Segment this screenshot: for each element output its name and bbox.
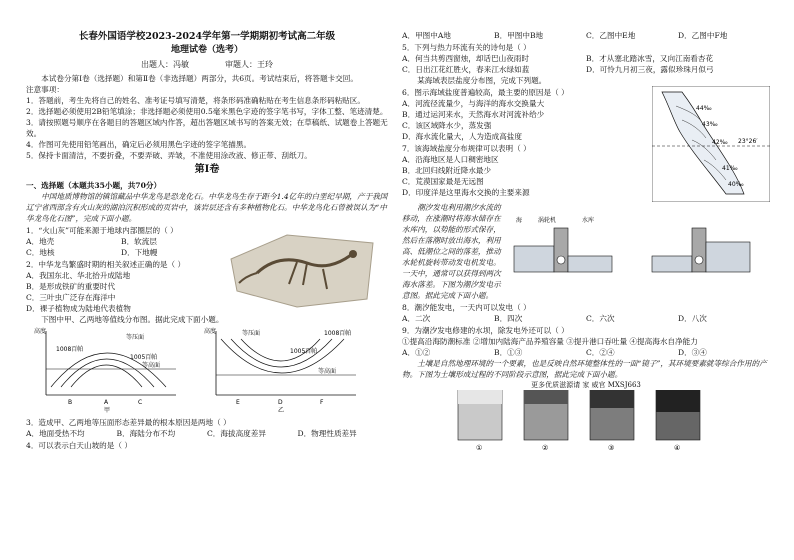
option[interactable]: A．二次 (402, 314, 431, 323)
option[interactable]: C．乙图中E地 (586, 31, 636, 40)
option[interactable]: B．软流层 (121, 236, 157, 246)
q9-options (402, 347, 770, 358)
diagram-label: 1005百帕 (290, 347, 318, 355)
diagram-caption: 甲 (104, 406, 111, 413)
q4-options (402, 30, 770, 41)
isobar-diagram (26, 325, 388, 413)
intro-text: 本试卷分第Ⅰ卷（选择题）和第Ⅱ卷（非选择题）两部分，共6页。考试结束后，将答题卡交回。 (41, 74, 358, 84)
note-2: 2．选择题必须使用2B铅笔填涂；非选择题必须使用0.5毫米黑色字迹的签字笔书写，字体工整、笔迹清楚。 (26, 107, 388, 117)
option[interactable]: A．河流径流量少，与海洋的海水交换量大 (402, 99, 545, 108)
option[interactable]: A．何当共剪西窗烛，却话巴山夜雨时 (402, 54, 529, 63)
q1-q2-block (26, 224, 388, 314)
option[interactable]: A．①② (402, 348, 431, 357)
tick-label: E (236, 398, 240, 406)
option[interactable]: D．海水流化量大，人为造成高盐度 (402, 132, 522, 141)
soil-label: ③ (608, 444, 615, 453)
option[interactable]: B．通过运河来水，天然海水对河流补给少 (402, 110, 545, 119)
passage-4: 潮汐发电利用潮汐水流的移动，在涨潮时将海水储存在水库内，以势能的形式保存，然后在落潮时放出海水，利用高、低潮位之间的落差，推动水轮机旋转带动发电机发电。一天中，通常可以获得到两次海水落差。下图为潮汐发电示意图。据此完成下面小题。 (402, 203, 501, 300)
tick-label: B (68, 398, 73, 406)
tide-label: 涡轮机 (538, 217, 557, 224)
option[interactable]: A．我国东北、华北抬升成陆地 (26, 270, 131, 280)
q8-options (402, 313, 770, 324)
q3-stem: 3．造成甲、乙两地等压面形态差异最的根本原因是两地（ ） (26, 417, 231, 427)
tide-block (402, 202, 770, 301)
map-label: 40‰ (728, 181, 744, 188)
exam-subtitle: 地理试卷（选考） (170, 44, 243, 55)
volume-heading: 第Ⅰ卷 (194, 164, 220, 176)
soil-stage-2 (524, 390, 568, 452)
diagram-jia (34, 327, 176, 413)
q1-stem: 1．“火山灰”可能来源于地球内部圈层的（ ） (26, 225, 178, 235)
diagram-label: 等高面 (142, 361, 161, 369)
option[interactable]: D．可怜九月初三夜，露似珍珠月似弓 (586, 65, 714, 74)
note-1: 1．答题前，考生先将自己的姓名、准考证号填写清楚，将条形码准确粘贴在考生信息条形码粘贴区。 (26, 96, 365, 106)
map-label: 43‰ (702, 121, 718, 128)
watermark-text: 更多优质滋源请 家 威官 MXSJ663 (531, 381, 641, 389)
salinity-map (652, 86, 770, 202)
note-5: 5．保持卡面清洁，不要折叠，不要弄破、弄皱，不准使用涂改液、修正带、刮纸刀。 (26, 151, 312, 161)
option[interactable]: B．是形成铁矿的重要时代 (26, 281, 116, 291)
soil-label: ④ (674, 444, 681, 453)
diagram-label: 1008百帕 (56, 345, 84, 353)
option[interactable]: C．六次 (586, 314, 615, 323)
author: 出题人：冯敏 (141, 59, 189, 69)
option[interactable]: D．物理性质差异 (297, 428, 357, 438)
note-3: 3．请按照题号顺序在各题目的答题区域内作答，超出答题区域书写的答案无效；在草稿纸、试题卷上答题无效。 (26, 118, 388, 139)
option[interactable]: D．裸子植物成为陆地代表植物 (26, 303, 131, 313)
passage-3: 某海域表层盐度分布图，完成下列题。 (417, 76, 547, 85)
passage-1: 中国地质博物馆的镇馆藏品中华龙鸟是恐龙化石。中华龙鸟生存于距今1.4亿年的白垩纪早期，产于我国辽宁省西部含有火山灰的湖泊沉积形成的页岩中，该岩层还含有多种植物化石。中华龙鸟化石曾被误认为“中华龙鸟化石图”，完成下面小题。 (26, 191, 388, 223)
diagram-label: 等压面 (242, 329, 261, 337)
diagram-label: 1005百帕 (130, 353, 158, 361)
option[interactable]: D．印度洋是这里海水交换的主要来源 (402, 188, 530, 197)
q6-q7-block (402, 86, 770, 202)
axis-label: 高度 (204, 327, 217, 335)
tick-label: F (320, 398, 324, 406)
tide-diagram (502, 202, 762, 282)
soil-stage-3 (590, 390, 634, 452)
fossil-image (216, 224, 388, 314)
diagram-label: 等压面 (126, 333, 145, 341)
authors-line (26, 59, 388, 71)
diagram-yi (204, 327, 356, 413)
q1-options (26, 236, 216, 258)
section-heading: 一、选择题（本题共35小题，共70分） (26, 180, 162, 190)
option[interactable]: C．日出江花红胜火，春来江水绿如蓝 (402, 65, 530, 74)
q5-stem: 5．下列与热力环流有关的诗句是（ ） (402, 43, 531, 52)
q6-q7-text (402, 86, 652, 202)
map-label: 42‰ (712, 139, 728, 146)
option[interactable]: A．沿海地区是人口稠密地区 (402, 155, 499, 164)
q7-stem: 7．该海域盐度分布规律可以表明（ ） (402, 144, 531, 153)
exam-title: 长春外国语学校2023-2024学年第一学期期初考试高二年级 (78, 31, 336, 42)
reviewer: 审题人：王玲 (225, 59, 273, 69)
option[interactable]: C．该区域降水少，蒸发强 (402, 121, 492, 130)
diagram-caption: 乙 (278, 406, 285, 413)
option[interactable]: C．②④ (586, 348, 615, 357)
notes-title: 注意事项： (26, 85, 64, 95)
q9-stem: 9．为潮汐发电修建的水坝，除发电外还可以（ ） (402, 326, 569, 335)
option[interactable]: C．海拔高度差异 (207, 428, 266, 438)
axis-label: 高度 (34, 327, 47, 335)
option[interactable]: A．地壳 (26, 236, 55, 246)
tide-label: 海 (516, 217, 523, 224)
passage-5: 土壤是自然地理环境的一个要素，也是反映自然环境整体性的一面“镜子”，其环境要素就等综合作用的产物。下图为土壤形成过程的不同阶段示意图，据此完成下面小题。 (402, 359, 767, 379)
option[interactable]: B．北回归线附近降水最少 (402, 166, 492, 175)
q3-options (26, 428, 388, 439)
diagram-label: 1008百帕 (324, 329, 352, 337)
soil-stage-4 (656, 390, 700, 452)
tick-label: A (104, 398, 109, 406)
option[interactable]: D．乙图中F地 (678, 31, 728, 40)
q1-q2-text (26, 224, 216, 314)
left-column (26, 0, 388, 451)
option[interactable]: B．才从塞北踏冰雪，又向江南看杏花 (586, 54, 714, 63)
option[interactable]: B．甲图中B地 (494, 31, 544, 40)
option[interactable]: B．海陆分布不均 (116, 428, 176, 438)
q8-stem: 8．潮汐能发电，一天内可以发电（ ） (402, 303, 531, 312)
dinosaur-fossil-icon (227, 229, 377, 309)
map-label: 44‰ (696, 105, 712, 112)
q4-stem: 4．可以表示白天山坡的是（ ） (26, 440, 132, 450)
soil-stage-1 (458, 390, 502, 452)
tide-panel-2 (652, 228, 750, 272)
soil-diagram (402, 390, 770, 452)
option[interactable]: B．①③ (494, 348, 523, 357)
option[interactable]: A．地面受热不均 (26, 428, 85, 438)
passage-2: 下图中甲、乙两地等值线分布图。据此完成下面小题。 (41, 314, 224, 324)
map-label: 23°26′ (738, 138, 758, 145)
q5-options (402, 53, 770, 75)
option[interactable]: A．甲图中A地 (402, 31, 451, 40)
diagram-label: 等高面 (318, 367, 337, 375)
option[interactable]: C．三叶虫广泛存在海洋中 (26, 292, 116, 302)
tick-label: D (278, 398, 283, 406)
soil-label: ① (476, 444, 483, 453)
note-4: 4．作图可先使用铅笔画出，确定后必须用黑色字迹的签字笔描黑。 (26, 140, 252, 150)
option[interactable]: B．四次 (494, 314, 523, 323)
map-label: 41‰ (722, 165, 738, 172)
right-column (402, 0, 770, 455)
q2-stem: 2．中华龙鸟繁盛时期的相关叙述正确的是（ ） (26, 259, 186, 269)
q9-items: ①提高沿海防潮标准 ②增加内陆海产品养殖容量 ③提升港口吞吐量 ④提高海水自净能力 (402, 337, 698, 346)
tick-label: C (138, 398, 143, 406)
soil-label: ② (542, 444, 549, 453)
tide-panel-1 (514, 216, 612, 272)
option[interactable]: C．荒漠国家最是无远图 (402, 177, 484, 186)
option[interactable]: C．地核 (26, 247, 55, 257)
tide-label: 水库 (582, 217, 595, 224)
q6-stem: 6．图示海域盐度普遍较高，最主要的原因是（ ） (402, 88, 569, 97)
option[interactable]: D．八次 (678, 314, 707, 323)
option[interactable]: D．下地幔 (121, 247, 158, 257)
option[interactable]: D．③④ (678, 348, 707, 357)
